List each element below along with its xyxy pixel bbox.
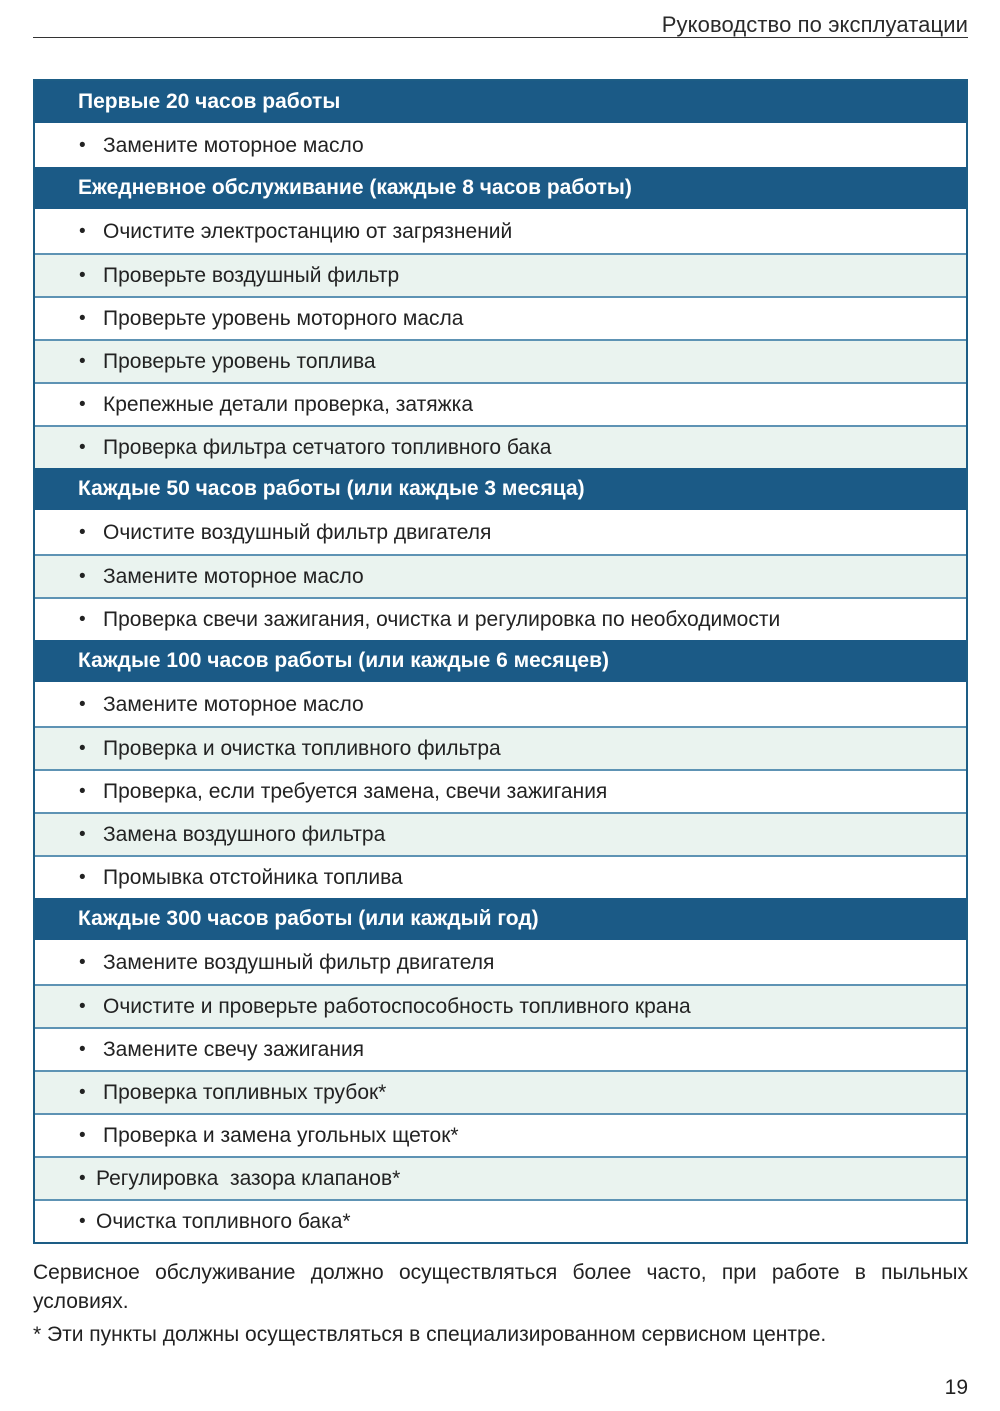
task-row <box>35 984 966 1027</box>
task-row <box>35 683 966 726</box>
task-row <box>35 941 966 984</box>
section-header-first-20-hours: Первые 20 часов работы <box>35 81 966 124</box>
bullet: • <box>79 264 86 286</box>
task-row <box>35 554 966 597</box>
bullet: • <box>79 737 86 759</box>
task-text: Проверьте уровень моторного масла <box>103 306 464 330</box>
task-text: Проверка фильтра сетчатого топливного бака <box>103 435 552 459</box>
task-row <box>35 769 966 812</box>
bullet: • <box>79 350 86 372</box>
task-row <box>35 210 966 253</box>
task-row <box>35 1070 966 1113</box>
task-text: Крепежные детали проверка, затяжка <box>103 392 473 416</box>
task-text: Проверка и замена угольных щеток* <box>103 1123 459 1147</box>
bullet: • <box>79 995 86 1017</box>
task-row <box>35 1199 966 1242</box>
task-row <box>35 1156 966 1199</box>
task-row <box>35 855 966 898</box>
bullet: • <box>79 1124 86 1146</box>
bullet: • <box>79 1167 86 1189</box>
task-text: Очистите электростанцию от загрязнений <box>103 219 513 243</box>
bullet: • <box>79 866 86 888</box>
task-text: Очистите воздушный фильтр двигателя <box>103 520 492 544</box>
page-number: 19 <box>944 1376 968 1399</box>
manual-title: Руководство по эксплуатации <box>661 12 968 37</box>
asterisk-footnote: * Эти пункты должны осуществляться в специализированном сервисном центре. <box>33 1323 827 1346</box>
bullet: • <box>79 134 86 156</box>
section-header-100-hours: Каждые 100 часов работы (или каждые 6 месяцев) <box>35 640 966 683</box>
bullet: • <box>79 220 86 242</box>
section-header-50-hours: Каждые 50 часов работы (или каждые 3 месяца) <box>35 468 966 511</box>
bullet: • <box>79 565 86 587</box>
bullet: • <box>79 1038 86 1060</box>
bullet: • <box>79 780 86 802</box>
task-row <box>35 1113 966 1156</box>
task-text: Проверка, если требуется замена, свечи зажигания <box>103 779 608 803</box>
task-row <box>35 425 966 468</box>
bullet: • <box>79 951 86 973</box>
task-row <box>35 511 966 554</box>
running-header <box>33 0 968 38</box>
section-header-daily: Ежедневное обслуживание (каждые 8 часов работы) <box>35 167 966 210</box>
bullet: • <box>79 608 86 630</box>
service-note: Сервисное обслуживание должно осуществляться более часто, при работе в пыльных условиях. <box>33 1261 968 1313</box>
task-text: Замените моторное масло <box>103 564 364 588</box>
task-row <box>35 597 966 640</box>
task-text: Замена воздушного фильтра <box>103 822 386 846</box>
bullet: • <box>79 1081 86 1103</box>
task-row <box>35 382 966 425</box>
bullet: • <box>79 1210 86 1232</box>
task-row <box>35 339 966 382</box>
task-row <box>35 253 966 296</box>
task-row <box>35 1027 966 1070</box>
task-text: Очистка топливного бака* <box>96 1209 351 1233</box>
task-text: Проверка топливных трубок* <box>103 1080 387 1104</box>
task-text: Проверка и очистка топливного фильтра <box>103 736 501 760</box>
task-row <box>35 726 966 769</box>
bullet: • <box>79 693 86 715</box>
maintenance-schedule-table <box>33 79 968 1244</box>
task-row <box>35 124 966 167</box>
task-row <box>35 812 966 855</box>
task-text: Замените свечу зажигания <box>103 1037 365 1061</box>
bullet: • <box>79 823 86 845</box>
task-text: Очистите и проверьте работоспособность топливного крана <box>103 994 691 1018</box>
task-row <box>35 296 966 339</box>
task-text: Проверьте уровень топлива <box>103 349 376 373</box>
section-header-300-hours: Каждые 300 часов работы (или каждый год) <box>35 898 966 941</box>
task-text: Регулировка зазора клапанов* <box>96 1166 401 1190</box>
bullet: • <box>79 521 86 543</box>
task-text: Замените моторное масло <box>103 692 364 716</box>
task-text: Проверка свечи зажигания, очистка и регулировка по необходимости <box>103 607 781 631</box>
task-text: Замените воздушный фильтр двигателя <box>103 950 495 974</box>
task-text: Замените моторное масло <box>103 133 364 157</box>
task-text: Проверьте воздушный фильтр <box>103 263 400 287</box>
bullet: • <box>79 307 86 329</box>
bullet: • <box>79 393 86 415</box>
task-text: Промывка отстойника топлива <box>103 865 403 889</box>
bullet: • <box>79 436 86 458</box>
